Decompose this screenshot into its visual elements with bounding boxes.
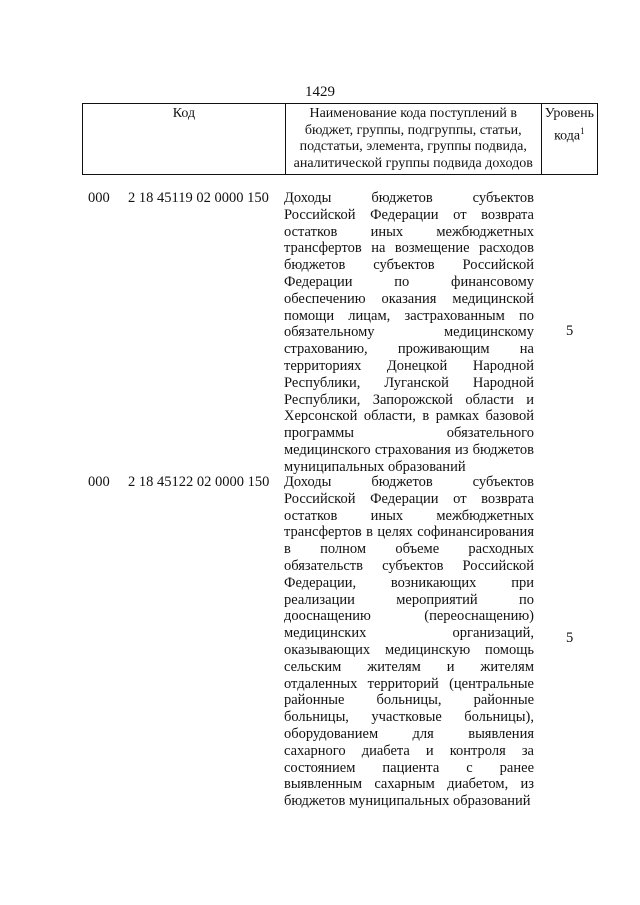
footnote-marker: 1 — [580, 125, 585, 136]
admin-code: 000 — [88, 190, 110, 206]
header-code: Код — [83, 104, 286, 175]
header-level-label: Уровень кода — [544, 106, 594, 144]
revenue-code: 2 18 45119 02 0000 150 — [128, 190, 269, 206]
table-header — [82, 103, 598, 175]
revenue-code: 2 18 45122 02 0000 150 — [128, 474, 270, 490]
header-name: Наименование кода поступлений в бюджет, группы, подгруппы, статьи, подстатьи, элемента, группы подвида, аналитической группы подвида доходов — [285, 104, 541, 175]
page-number: 1429 — [305, 84, 335, 100]
revenue-name: Доходы бюджетов субъектов Российской Федерации от возврата остатков иных межбюджетных трансфертов на возмещение расходов бюджетов субъектов Российской Федерации по финансовому обеспечению оказания медицинской помощи лицам, застрахованным по обязательному медицинскому страхованию, проживающим на территориях Донецкой Народной Республики, Луганской Народной Республики, Запорожской области и Херсонской области, в рамках базовой программы обязательного медицинского страхования из бюджетов муниципальных образований — [284, 190, 534, 475]
code-level: 5 — [566, 323, 574, 339]
admin-code: 000 — [88, 474, 110, 490]
header-level — [541, 104, 597, 175]
revenue-name: Доходы бюджетов субъектов Российской Федерации от возврата остатков иных межбюджетных трансфертов в целях софинансирования в полном объеме расходных обязательств субъектов Российской Федерации, возникающих при реализации мероприятий по дооснащению (переоснащению) медицинских организаций, оказывающих медицинскую помощь сельским жителям и жителям отдаленных территорий (центральные районные больницы, районные больницы, участковые больницы), оборудованием для выявления сахарного диабета и контроля за состоянием пациента с ранее выявленным сахарным диабетом, из бюджетов муниципальных образований — [284, 474, 534, 810]
code-level: 5 — [566, 630, 574, 646]
